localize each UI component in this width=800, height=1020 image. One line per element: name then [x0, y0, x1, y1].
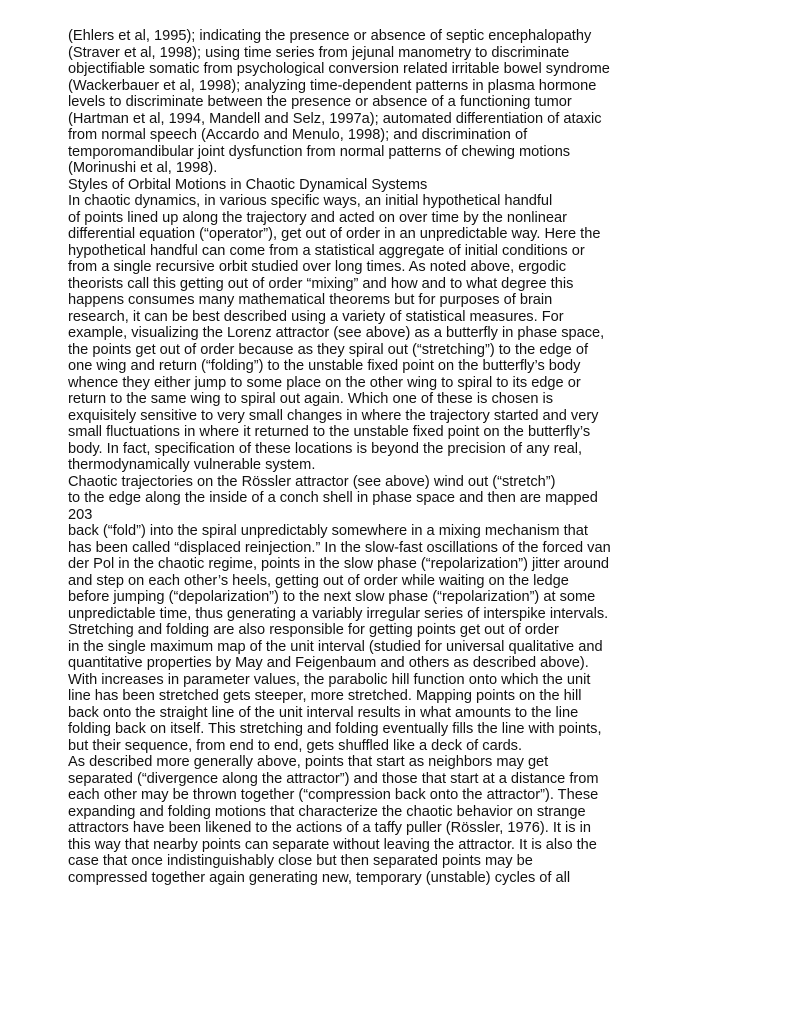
text-line: levels to discriminate between the presence or absence of a functioning tumor — [68, 94, 572, 110]
text-line: each other may be thrown together (“compression back onto the attractor”). These — [68, 787, 599, 803]
text-line: has been called “displaced reinjection.” In the slow-fast oscillations of the forced van — [68, 539, 611, 556]
text-line: Stretching and folding are also responsible for getting points get out of order — [68, 622, 559, 638]
text-line: (Wackerbauer et al, 1998); analyzing time-dependent patterns in plasma hormone — [68, 77, 597, 94]
text-line: (Ehlers et al, 1995); indicating the presence or absence of septic encephalopathy — [68, 28, 592, 44]
text-line: folding back on itself. This stretching and folding eventually fills the line with points, — [68, 721, 602, 737]
text-line: quantitative properties by May and Feigenbaum and others as described above). — [68, 655, 589, 671]
text-line: happens consumes many mathematical theorems but for purposes of brain — [68, 292, 553, 308]
text-line: case that once indistinguishably close but then separated points may be — [68, 853, 533, 869]
text-line: In chaotic dynamics, in various specific ways, an initial hypothetical handful — [68, 193, 553, 209]
text-line: separated (“divergence along the attractor”) and those that start at a distance from — [68, 770, 599, 787]
text-line: of points lined up along the trajectory and acted on over time by the nonlinear — [68, 209, 567, 226]
text-line: the points get out of order because as they spiral out (“stretching”) to the edge of — [68, 341, 589, 358]
text-line: but their sequence, from end to end, gets shuffled like a deck of cards. — [68, 737, 523, 754]
text-line: one wing and return (“folding”) to the unstable fixed point on the butterfly’s body — [68, 358, 581, 374]
text-line: body. In fact, specification of these locations is beyond the precision of any real, — [68, 440, 583, 457]
text-line: temporomandibular joint dysfunction from normal patterns of chewing motions — [68, 143, 571, 160]
text-line: compressed together again generating new, temporary (unstable) cycles of all — [68, 869, 571, 886]
text-line: small fluctuations in where it returned to the unstable fixed point on the butterfly’s — [68, 424, 591, 440]
text-line: line has been stretched gets steeper, more stretched. Mapping points on the hill — [68, 688, 582, 704]
text-line: (Straver et al, 1998); using time series from jejunal manometry to discriminate — [68, 44, 570, 61]
document-page — [68, 28, 658, 903]
text-line: expanding and folding motions that characterize the chaotic behavior on strange — [68, 803, 586, 820]
text-line: (Hartman et al, 1994, Mandell and Selz, 1997a); automated differentiation of ataxic — [68, 110, 602, 127]
section-heading: Styles of Orbital Motions in Chaotic Dynamical Systems — [68, 176, 428, 193]
text-line: thermodynamically vulnerable system. — [68, 457, 316, 473]
text-line: hypothetical handful can come from a statistical aggregate of initial conditions or — [68, 242, 585, 259]
text-line: back (“fold”) into the spiral unpredictably somewhere in a mixing mechanism that — [68, 523, 588, 539]
text-line: With increases in parameter values, the parabolic hill function onto which the unit — [68, 671, 591, 688]
text-line: whence they either jump to some place on the other wing to spiral to its edge or — [68, 374, 581, 391]
text-line: theorists call this getting out of order “mixing” and how and to what degree this — [68, 275, 574, 292]
text-line: exquisitely sensitive to very small changes in where the trajectory started and very — [68, 407, 599, 424]
text-line: in the single maximum map of the unit interval (studied for universal qualitative and — [68, 638, 603, 655]
text-line: from a single recursive orbit studied over long times. As noted above, ergodic — [68, 259, 567, 275]
text-line: and step on each other’s heels, getting out of order while waiting on the ledge — [68, 572, 569, 589]
text-line: unpredictable time, thus generating a variably irregular series of interspike intervals. — [68, 605, 609, 622]
text-line: return to the same wing to spiral out again. Which one of these is chosen is — [68, 391, 554, 407]
text-line: to the edge along the inside of a conch shell in phase space and then are mapped — [68, 490, 598, 506]
text-line: research, it can be best described using a variety of statistical measures. For — [68, 308, 564, 325]
text-line: attractors have been likened to the actions of a taffy puller (Rössler, 1976). It is in — [68, 820, 591, 836]
text-line: differential equation (“operator”), get out of order in an unpredictable way. Here the — [68, 226, 601, 242]
page-number: 203 — [68, 506, 93, 523]
text-line: example, visualizing the Lorenz attractor (see above) as a butterfly in phase space, — [68, 325, 605, 341]
text-line: objectifiable somatic from psychological conversion related irritable bowel syndrome — [68, 61, 610, 77]
text-line: before jumping (“depolarization”) to the next slow phase (“repolarization”) at some — [68, 589, 596, 605]
text-line: As described more generally above, points that start as neighbors may get — [68, 754, 549, 770]
text-line: (Morinushi et al, 1998). — [68, 160, 218, 176]
text-line — [68, 886, 658, 903]
text-line: from normal speech (Accardo and Menulo, 1998); and discrimination of — [68, 127, 528, 143]
text-line: back onto the straight line of the unit interval results in what amounts to the line — [68, 704, 579, 721]
text-line: Chaotic trajectories on the Rössler attractor (see above) wind out (“stretch”) — [68, 473, 556, 490]
text-line: this way that nearby points can separate without leaving the attractor. It is also the — [68, 836, 597, 853]
text-line: der Pol in the chaotic regime, points in the slow phase (“repolarization”) jitter around — [68, 556, 610, 572]
